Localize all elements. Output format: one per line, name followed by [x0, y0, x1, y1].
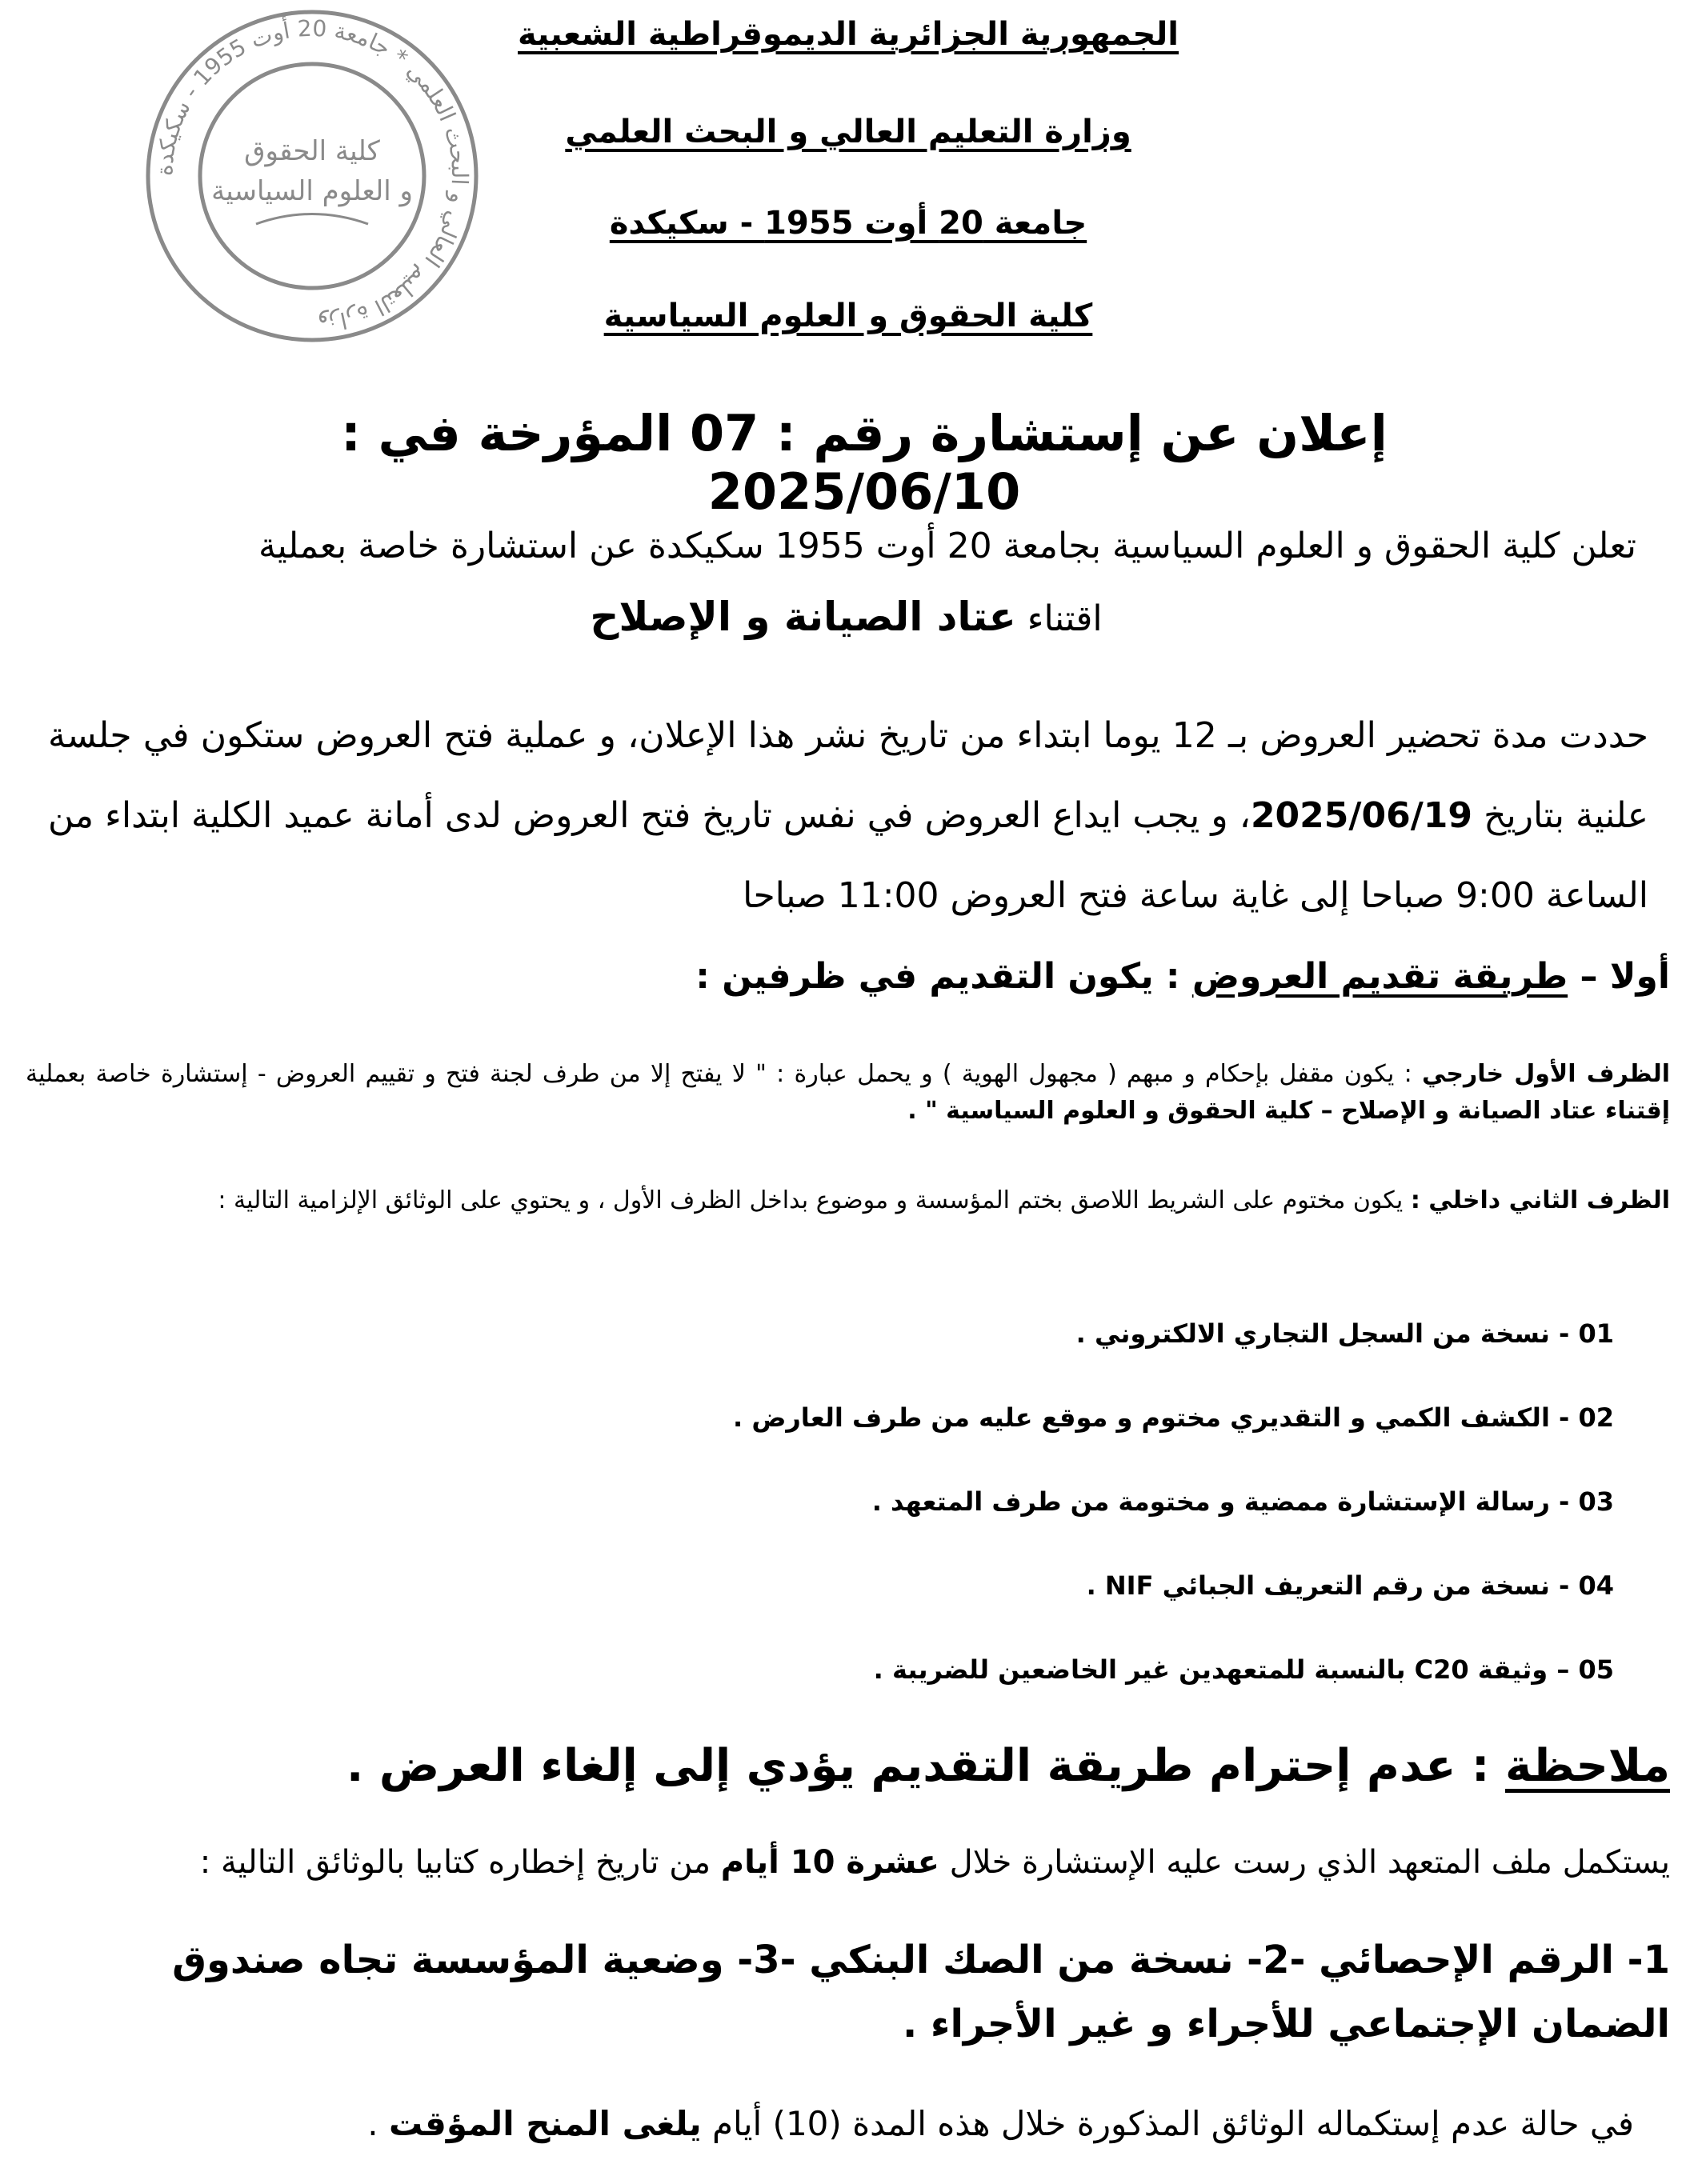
envelope-inner	[26, 1182, 1670, 1219]
schedule-part1: حددت مدة تحضير العروض بـ 12 يوما ابتداء من تاريخ نشر هذا الإعلان، و عملية فتح العروض ستكون في جلسة علنية بتاريخ	[48, 715, 1649, 836]
envelope-outer-label: الظرف الأول خارجي	[1421, 1060, 1670, 1088]
intro-line2-bold: عتاد الصيانة و الإصلاح	[590, 594, 1016, 640]
header-republic: الجمهورية الجزائرية الديموقراطية الشعبية	[518, 16, 1179, 53]
faculty-stamp	[136, 0, 488, 352]
section-underlined: طريقة تقديم العروض	[1191, 956, 1568, 997]
header-ministry: وزارة التعليم العالي و البحث العلمي	[565, 114, 1131, 150]
failure-part1: في حالة عدم إستكماله الوثائق المذكورة خلال هذه المدة (10) أيام	[701, 2104, 1634, 2143]
additional-docs: 1- الرقم الإحصائي -2- نسخة من الصك البنكي -3- وضعية المؤسسة تجاه صندوق الضمان الإجتماعي للأجراء و غير الأجراء .	[172, 1938, 1670, 2046]
envelope-outer-tail: إقتناء عتاد الصيانة و الإصلاح – كلية الحقوق و العلوم السياسية " .	[907, 1097, 1670, 1125]
header-university: جامعة 20 أوت 1955 - سكيكدة	[609, 205, 1087, 242]
stamp-center-line2: و العلوم السياسية	[211, 175, 413, 207]
note	[30, 1740, 1670, 1792]
stamp-center-line1: كلية الحقوق	[244, 135, 380, 167]
envelope-outer-text: : يكون مقفل بإحكام و مبهم ( مجهول الهوية ) و يحمل عبارة : " لا يفتح إلا من طرف لجنة فتح و تقييم العروض - إستشارة خاصة بعملية	[26, 1060, 1422, 1088]
note-text: : عدم إحترام طريقة التقديم يؤدي إلى إلغاء العرض .	[346, 1740, 1505, 1792]
section-prefix: أولا –	[1568, 956, 1670, 997]
failure-paragraph	[34, 2104, 1634, 2143]
intro-line1: تعلن كلية الحقوق و العلوم السياسية بجامعة 20 أوت 1955 سكيكدة عن استشارة خاصة بعملية	[258, 526, 1636, 566]
intro-line2-prefix: اقتناء	[1015, 598, 1103, 639]
envelope-inner-label: الظرف الثاني داخلي :	[1410, 1186, 1670, 1214]
stamp-ring-text: وزارة التعليم العالي و البحث العلمي * جامعة 20 أوت 1955 - سكيكدة	[150, 14, 474, 337]
schedule-date: 2025/06/19	[1250, 795, 1472, 836]
section-suffix: : يكون التقديم في ظرفين :	[695, 956, 1192, 997]
envelope-outer	[26, 1056, 1670, 1130]
list-item: 04 - نسخة من رقم التعريف الجبائي NIF .	[1086, 1570, 1614, 1601]
list-item: 02 - الكشف الكمي و التقديري مختوم و موقع عليه من طرف العارض .	[733, 1402, 1614, 1433]
failure-bold: يلغى المنح المؤقت	[388, 2104, 702, 2143]
list-item: 03 - رسالة الإستشارة ممضية و مختومة من طرف المتعهد .	[871, 1486, 1614, 1517]
failure-part2: .	[367, 2104, 389, 2143]
completion-bold: عشرة 10 أيام	[720, 1844, 939, 1881]
list-item: 05 – وثيقة C20 بالنسبة للمتعهدين غير الخاضعين للضريبة .	[873, 1654, 1614, 1685]
completion-part1: يستكمل ملف المتعهد الذي رست عليه الإستشارة خلال	[939, 1844, 1670, 1881]
page-title: إعلان عن إستشارة رقم : 07 المؤرخة في : 2025/06/10	[341, 404, 1388, 521]
envelope-inner-text: يكون مختوم على الشريط اللاصق بختم المؤسسة و موضوع بداخل الظرف الأول ، و يحتوي على الوثائق الإلزامية التالية :	[218, 1186, 1411, 1214]
completion-part2: من تاريخ إخطاره كتابيا بالوثائق التالية :	[199, 1844, 721, 1881]
section-heading	[30, 956, 1670, 997]
note-label: ملاحظة	[1504, 1740, 1670, 1792]
header-faculty: كلية الحقوق و العلوم السياسية	[603, 298, 1093, 334]
completion-paragraph	[22, 1844, 1670, 1881]
schedule-paragraph	[48, 696, 1648, 936]
schedule-part2: ، و يجب ايداع العروض في نفس تاريخ فتح العروض لدى أمانة عميد الكلية ابتداء من الساعة 9:00 صباحا إلى غاية ساعة فتح العروض 11:00 صباحا	[48, 795, 1648, 916]
list-item: 01 - نسخة من السجل التجاري الالكتروني .	[1075, 1318, 1614, 1349]
intro-line2	[56, 590, 1636, 646]
